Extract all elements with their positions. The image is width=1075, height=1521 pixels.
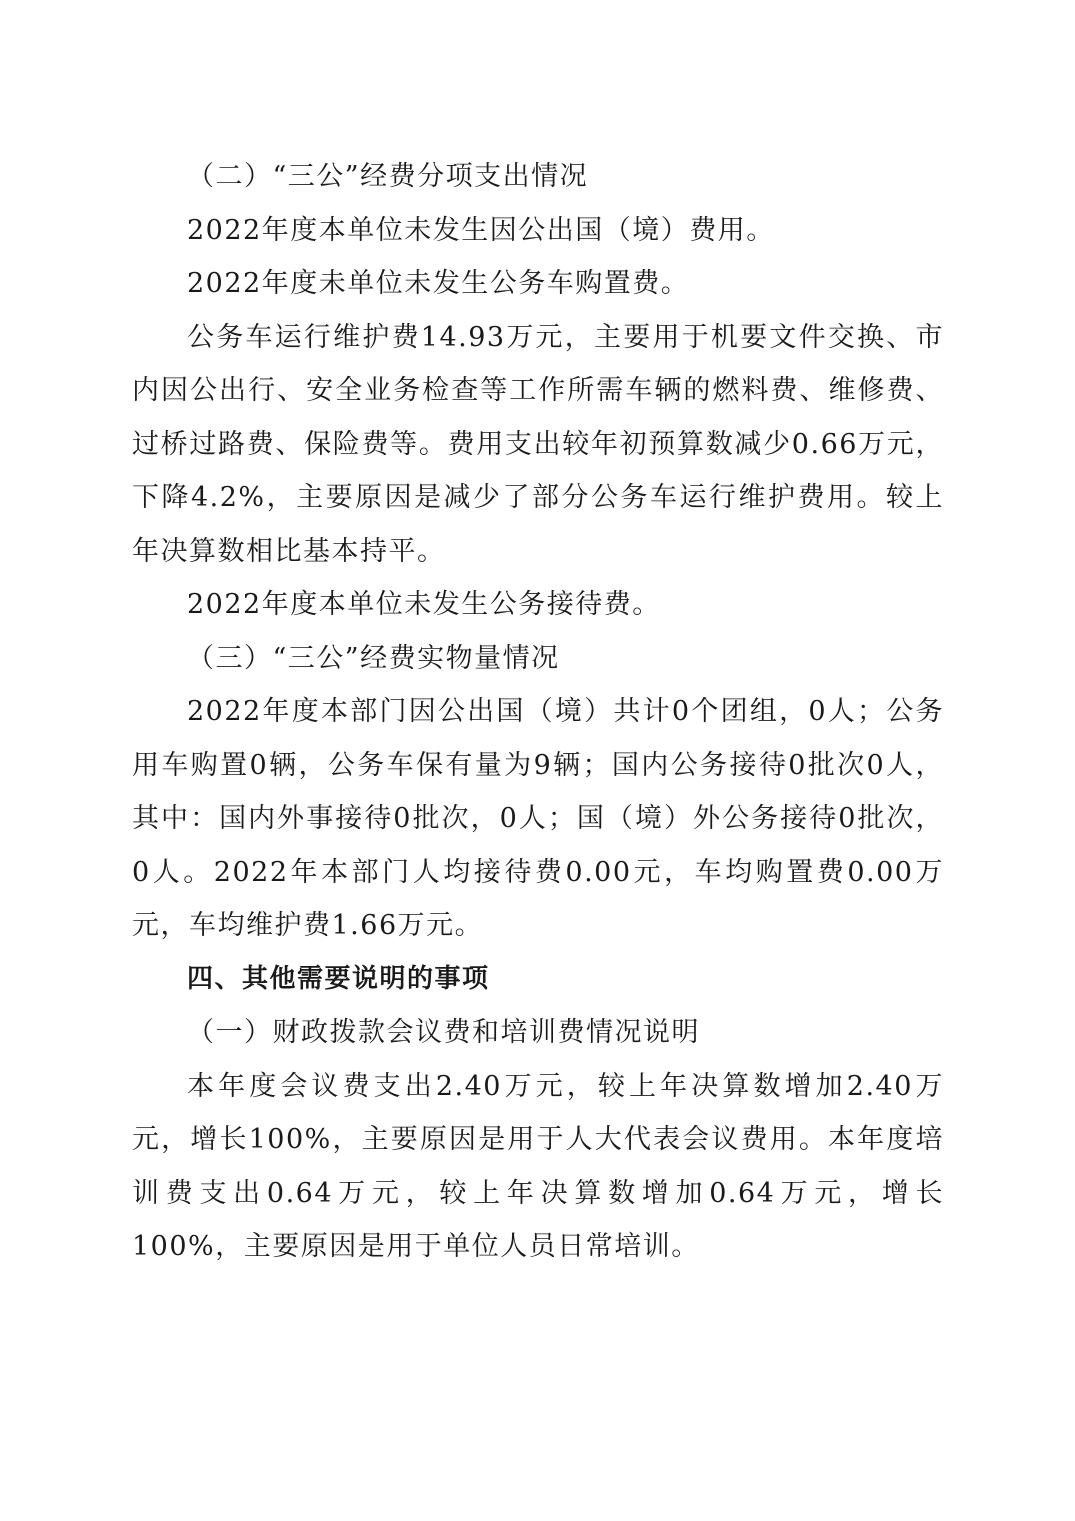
- section-heading-three-public-expenses-breakdown: （二）“三公”经费分项支出情况: [187, 161, 589, 192]
- paragraph-vehicle-maintenance: 公务车运行维护费14.93万元，主要用于机要文件交换、市内因公出行、安全业务检查等工作所需车辆的燃料费、维修费、过桥过路费、保险费等。费用支出较年初预算数减少0.66万元，下降4.2%，主要原因是减少了部分公务车运行维护费用。较上年决算数相比基本持平。: [132, 321, 944, 567]
- chapter-heading-other-matters: 四、其他需要说明的事项: [187, 963, 490, 994]
- document-body: [132, 150, 944, 1274]
- paragraph-reception-expenses: 2022年度本单位未发生公务接待费。: [187, 589, 661, 620]
- paragraph-physical-quantity: 2022年度本部门因公出国（境）共计0个团组，0人；公务用车购置0辆，公务车保有量为9辆；国内公务接待0批次0人，其中：国内外事接待0批次，0人；国（境）外公务接待0批次，0人。2022年本部门人均接待费0.00元，车均购置费0.00万元，车均维护费1.66万元。: [132, 696, 944, 941]
- paragraph-vehicle-purchase: 2022年度未单位未发生公务车购置费。: [187, 268, 690, 299]
- paragraph-meeting-training-expenses: 本年度会议费支出2.40万元，较上年决算数增加2.40万元，增长100%，主要原因是用于人大代表会议费用。本年度培训费支出0.64万元，较上年决算数增加0.64万元，增长100%，主要原因是用于单位人员日常培训。: [132, 1070, 944, 1262]
- paragraph-overseas-expenses: 2022年度本单位未发生因公出国（境）费用。: [187, 214, 775, 246]
- section-heading-meeting-training: （一）财政拨款会议费和培训费情况说明: [187, 1017, 700, 1048]
- section-heading-physical-quantity: （三）“三公”经费实物量情况: [187, 642, 560, 674]
